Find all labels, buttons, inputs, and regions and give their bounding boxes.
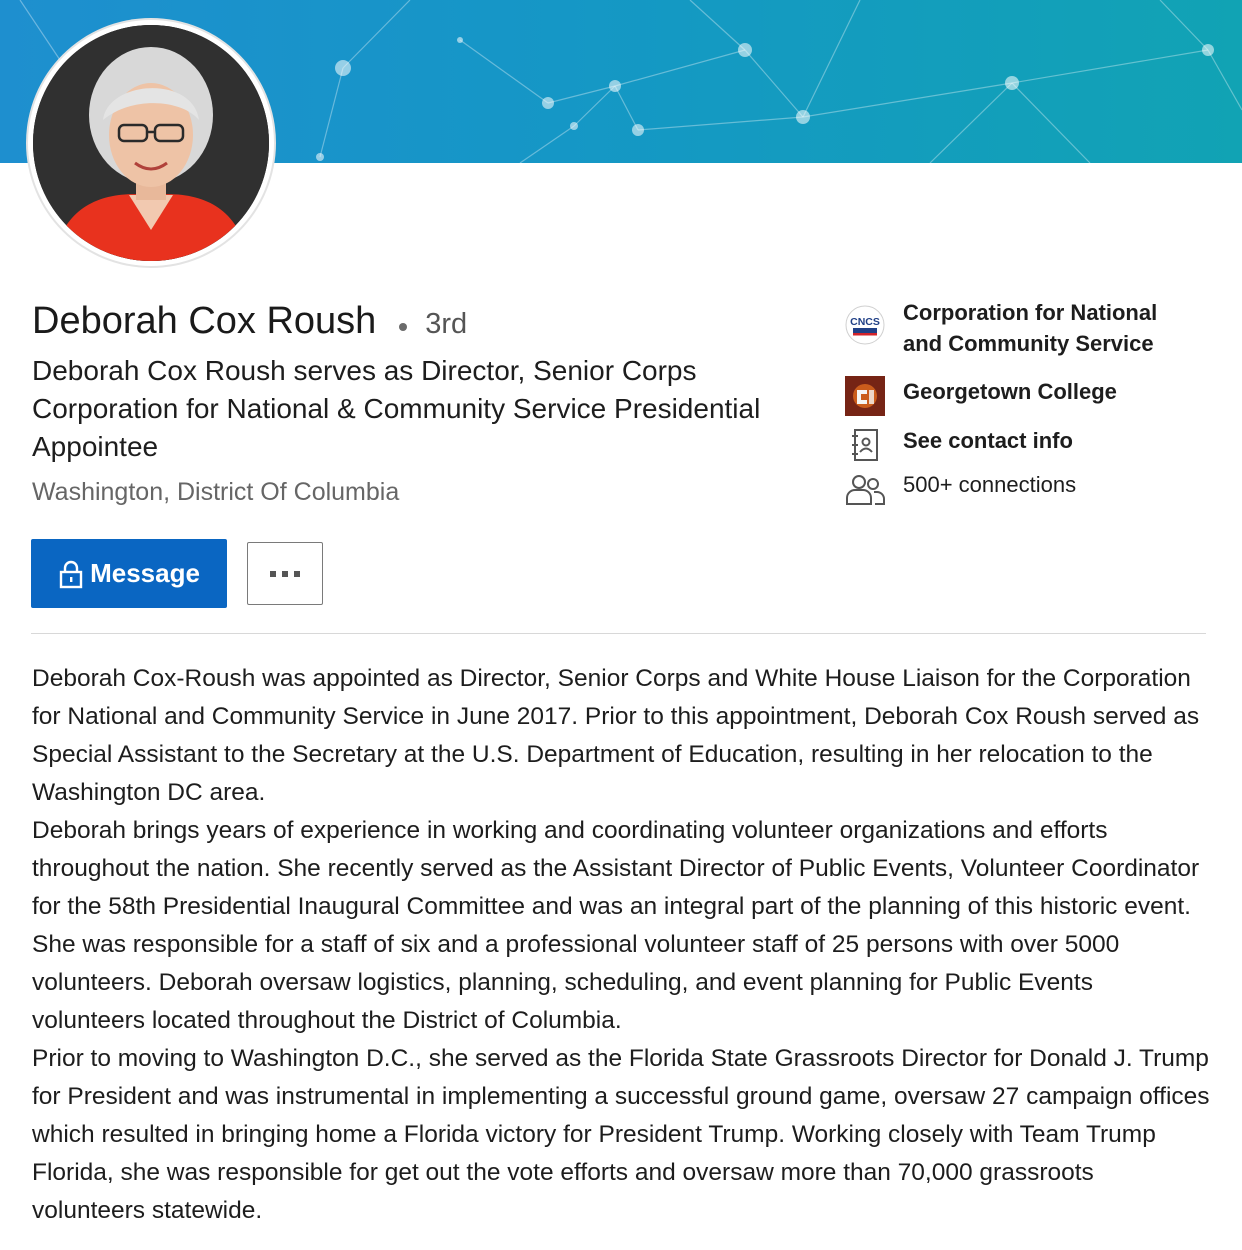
cncs-logo-text: CNCS: [850, 316, 880, 328]
message-button-label: Message: [90, 558, 200, 588]
profile-photo[interactable]: [28, 20, 274, 266]
about-section: [32, 660, 1212, 1230]
people-icon: [845, 469, 885, 509]
company-name: Corporation for National and Community Service: [903, 300, 1158, 356]
contact-info-link[interactable]: [845, 425, 1073, 465]
name-row: [32, 300, 467, 343]
address-book-icon: [845, 425, 885, 465]
education-school[interactable]: [845, 376, 1117, 416]
profile-location: Washington, District Of Columbia: [32, 478, 400, 506]
current-company[interactable]: [845, 297, 1193, 359]
georgetown-college-logo-icon: [845, 376, 885, 416]
person-portrait: [33, 25, 269, 261]
about-paragraph: Deborah brings years of experience in working and coordinating volunteer organizations and efforts throughout the nation. She recently served as the Assistant Director of Public Events, Volunteer Coordinator for the 58th Presidential Inaugural Committee and was an integral part of the planning of this historic event. She was responsible for a staff of six and a professional volunteer staff of 25 persons with over 5000 volunteers. Deborah oversaw logistics, planning, scheduling, and event planning for Public Events volunteers located throughout the District of Columbia.: [32, 817, 1200, 1034]
profile-name: Deborah Cox Roush: [32, 300, 377, 342]
about-paragraph: Deborah Cox-Roush was appointed as Director, Senior Corps and White House Liaison for the Corporation for National and Community Service in June 2017. Prior to this appointment, Deborah Cox Roush served as Special Assistant to the Secretary at the U.S. Department of Education, resulting in her relocation to the Washington DC area.: [32, 665, 1200, 806]
profile-headline: Deborah Cox Roush serves as Director, Senior Corps Corporation for National & Community Service Presidential Appointee: [32, 355, 761, 462]
section-divider: [31, 633, 1206, 634]
connections-label: 500+ connections: [903, 472, 1077, 497]
connection-degree: 3rd: [425, 308, 468, 340]
ellipsis-icon: [270, 571, 276, 577]
about-paragraph: Prior to moving to Washington D.C., she served as the Florida State Grassroots Director for Donald J. Trump for President and was instrumental in implementing a successful ground game, oversaw 27 campaign offices which resulted in bringing home a Florida victory for President Trump. Working closely with Team Trump Florida, she was responsible for get out the vote efforts and oversaw more than 70,000 grassroots volunteers statewide.: [32, 1045, 1210, 1224]
cncs-logo-icon: [845, 305, 885, 345]
school-name: Georgetown College: [903, 379, 1117, 404]
separator-dot: [399, 323, 407, 331]
connections-count[interactable]: [845, 469, 1076, 509]
contact-info-label: See contact info: [903, 428, 1073, 453]
more-actions-button[interactable]: [247, 542, 323, 605]
message-button[interactable]: [31, 539, 227, 608]
lock-icon: [58, 559, 84, 589]
